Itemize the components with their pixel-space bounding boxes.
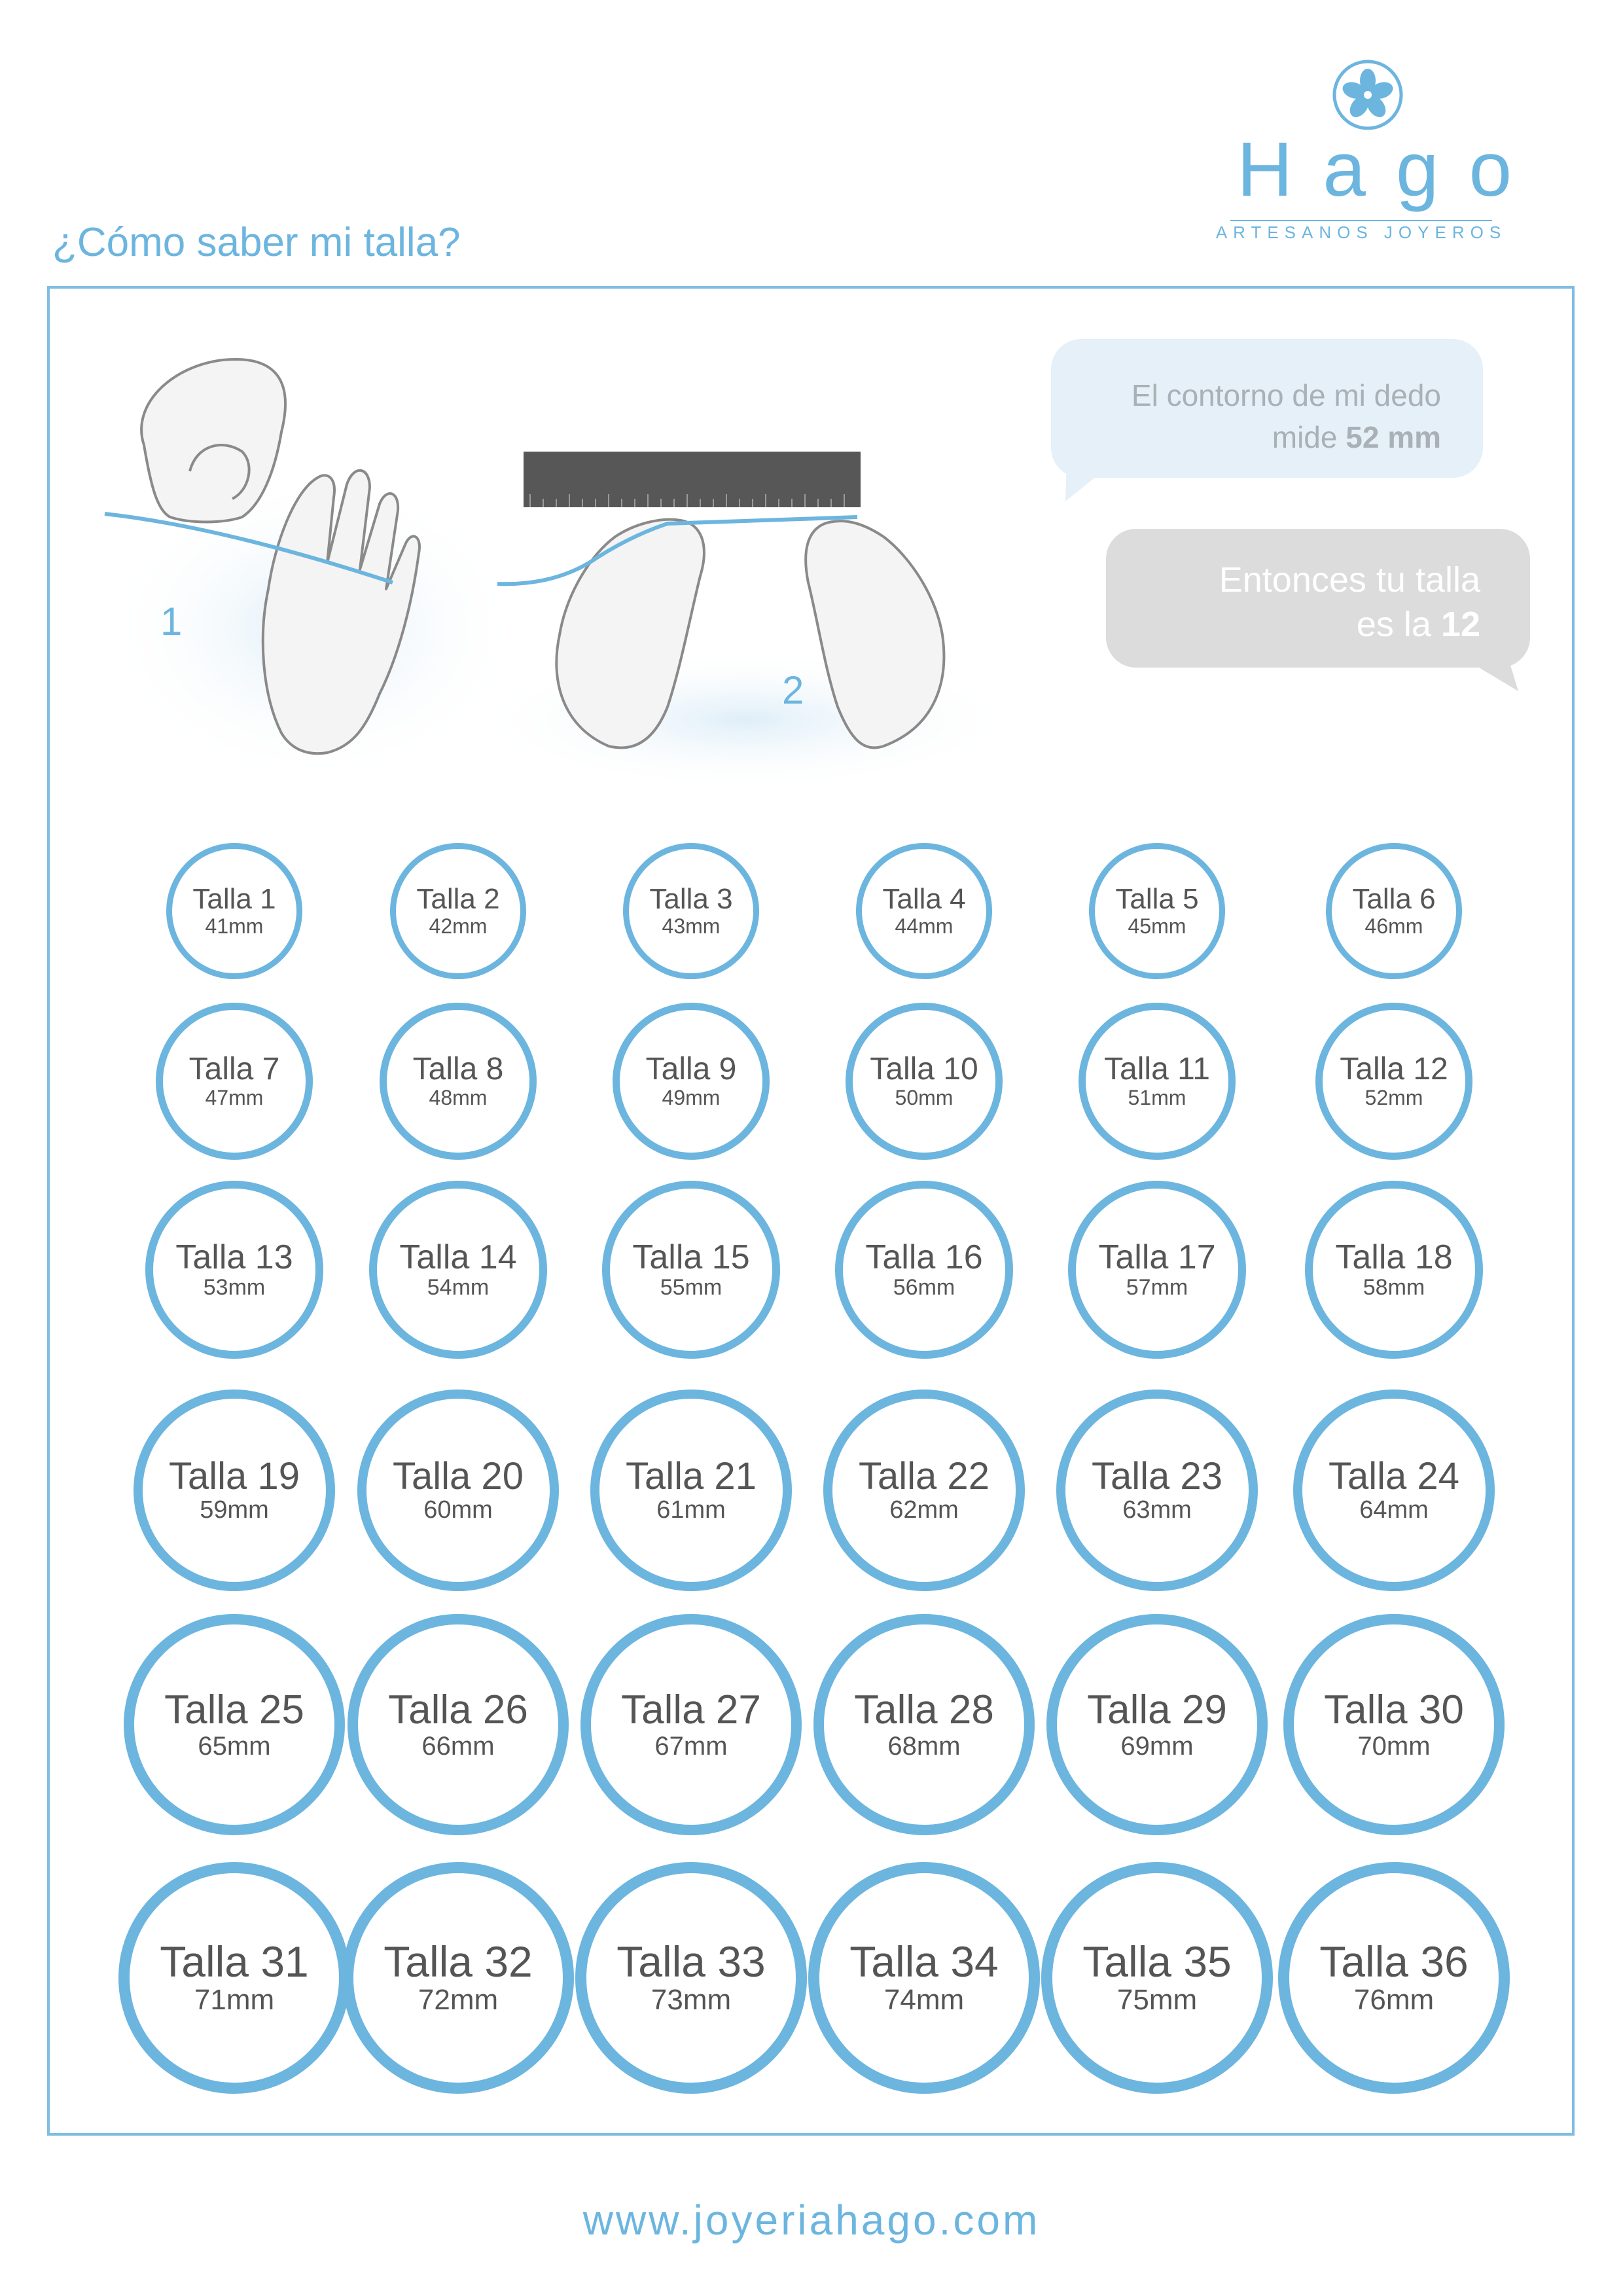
ring-size-mm: 59mm	[200, 1496, 269, 1524]
ring-size-10	[846, 1003, 1003, 1160]
ring-size-mm: 48mm	[429, 1085, 488, 1109]
brand-tagline: ARTESANOS JOYEROS	[1215, 223, 1507, 242]
ring-size-label: Talla 21	[626, 1454, 757, 1498]
ring-size-23	[1056, 1390, 1258, 1591]
ring-size-label: Talla 33	[616, 1937, 766, 1986]
ring-size-mm: 68mm	[887, 1731, 961, 1761]
ring-size-label: Talla 19	[169, 1454, 300, 1498]
ring-size-8	[380, 1003, 537, 1160]
ring-size-mm: 55mm	[660, 1274, 722, 1300]
ring-size-label: Talla 13	[175, 1238, 293, 1276]
ring-size-24	[1293, 1390, 1495, 1591]
speech-bubble-measurement	[1051, 339, 1483, 478]
ring-size-30	[1283, 1614, 1505, 1835]
ring-size-18	[1305, 1181, 1483, 1359]
ring-size-mm: 46mm	[1364, 914, 1423, 938]
ring-size-label: Talla 32	[383, 1937, 533, 1986]
bubble-2-line2	[1106, 602, 1480, 647]
ring-size-label: Talla 20	[393, 1454, 524, 1498]
ring-size-1	[166, 843, 302, 979]
ring-size-label: Talla 31	[160, 1937, 309, 1986]
ring-size-label: Talla 17	[1098, 1238, 1216, 1276]
ring-size-label: Talla 2	[416, 883, 500, 916]
speech-bubble-result	[1106, 529, 1530, 668]
ring-size-mm: 61mm	[656, 1496, 726, 1524]
ring-size-5	[1089, 843, 1225, 979]
ring-size-25	[124, 1614, 345, 1835]
ring-size-mm: 62mm	[889, 1496, 959, 1524]
ring-size-mm: 75mm	[1116, 1984, 1198, 2017]
bubble-1-prefix: mide	[1272, 420, 1346, 454]
ring-size-27	[580, 1614, 802, 1835]
ring-size-mm: 52mm	[1364, 1085, 1423, 1109]
ring-size-label: Talla 7	[188, 1052, 280, 1087]
ring-size-label: Talla 22	[859, 1454, 990, 1498]
ring-size-mm: 49mm	[662, 1085, 721, 1109]
ring-size-28	[813, 1614, 1035, 1835]
flower-icon	[1332, 59, 1404, 131]
ring-size-label: Talla 23	[1092, 1454, 1222, 1498]
ring-size-mm: 50mm	[895, 1085, 954, 1109]
ring-size-label: Talla 34	[849, 1937, 999, 1986]
ring-size-15	[602, 1181, 780, 1359]
ring-size-mm: 70mm	[1357, 1731, 1431, 1761]
ring-size-label: Talla 29	[1087, 1687, 1227, 1733]
ring-size-label: Talla 10	[870, 1052, 978, 1087]
ring-size-2	[390, 843, 526, 979]
ring-size-mm: 76mm	[1353, 1984, 1435, 2017]
bubble-1-line2	[1051, 416, 1441, 458]
ring-size-label: Talla 9	[645, 1052, 737, 1087]
ring-size-label: Talla 4	[882, 883, 966, 916]
website-url: www.joyeriahago.com	[582, 2197, 1041, 2244]
ring-size-label: Talla 8	[412, 1052, 504, 1087]
brand-name: Hago	[1237, 126, 1543, 213]
ring-size-label: Talla 16	[865, 1238, 983, 1276]
ring-size-mm: 64mm	[1359, 1496, 1429, 1524]
ring-size-mm: 72mm	[418, 1984, 499, 2017]
ring-size-label: Talla 35	[1082, 1937, 1232, 1986]
ring-size-label: Talla 36	[1319, 1937, 1469, 1986]
ring-size-mm: 63mm	[1122, 1496, 1192, 1524]
ring-size-19	[134, 1390, 335, 1591]
ring-size-mm: 57mm	[1126, 1274, 1188, 1300]
ring-size-33	[575, 1862, 807, 2094]
ring-size-29	[1046, 1614, 1268, 1835]
ring-size-16	[835, 1181, 1013, 1359]
ring-size-mm: 60mm	[423, 1496, 493, 1524]
ring-size-label: Talla 14	[399, 1238, 517, 1276]
ring-size-36	[1278, 1862, 1510, 2094]
ring-size-label: Talla 5	[1115, 883, 1199, 916]
ring-size-mm: 43mm	[662, 914, 721, 938]
ring-size-label: Talla 25	[164, 1687, 304, 1733]
ring-size-6	[1326, 843, 1462, 979]
ring-size-9	[613, 1003, 770, 1160]
step-2-number: 2	[782, 668, 804, 712]
ring-size-21	[590, 1390, 792, 1591]
ring-size-4	[856, 843, 992, 979]
ring-size-31	[118, 1862, 350, 2094]
ring-size-mm: 69mm	[1120, 1731, 1194, 1761]
ring-size-label: Talla 12	[1340, 1052, 1448, 1087]
ring-size-32	[342, 1862, 574, 2094]
ring-size-22	[823, 1390, 1025, 1591]
ring-size-mm: 66mm	[421, 1731, 495, 1761]
ring-size-mm: 67mm	[654, 1731, 728, 1761]
bubble-2-value: 12	[1440, 605, 1480, 644]
hands-illustration	[92, 327, 1041, 785]
ring-size-34	[808, 1862, 1040, 2094]
bubble-2-prefix: es la	[1356, 605, 1441, 644]
ring-size-label: Talla 24	[1329, 1454, 1459, 1498]
bubble-1-line1: El contorno de mi dedo	[1131, 378, 1441, 412]
ring-size-label: Talla 27	[621, 1687, 761, 1733]
ring-size-label: Talla 30	[1324, 1687, 1464, 1733]
ring-size-mm: 42mm	[429, 914, 488, 938]
ring-size-13	[145, 1181, 323, 1359]
ring-size-mm: 47mm	[205, 1085, 264, 1109]
ring-size-mm: 71mm	[194, 1984, 275, 2017]
ring-size-mm: 44mm	[895, 914, 954, 938]
ring-size-label: Talla 28	[854, 1687, 994, 1733]
ring-size-26	[348, 1614, 569, 1835]
ring-size-3	[623, 843, 759, 979]
brand-logo	[1211, 59, 1543, 249]
ring-size-label: Talla 6	[1352, 883, 1436, 916]
ring-size-mm: 58mm	[1363, 1274, 1425, 1300]
ring-size-mm: 45mm	[1128, 914, 1186, 938]
brand-divider	[1230, 220, 1492, 221]
ring-size-17	[1068, 1181, 1246, 1359]
ring-size-35	[1041, 1862, 1273, 2094]
ring-size-mm: 74mm	[883, 1984, 965, 2017]
ring-size-11	[1079, 1003, 1236, 1160]
bubble-2-line1: Entonces tu talla	[1219, 560, 1480, 600]
ring-size-mm: 51mm	[1128, 1085, 1186, 1109]
page-title: ¿Cómo saber mi talla?	[52, 220, 461, 265]
ring-size-mm: 53mm	[203, 1274, 266, 1300]
ring-size-label: Talla 18	[1335, 1238, 1453, 1276]
ring-size-20	[357, 1390, 559, 1591]
ring-size-label: Talla 11	[1104, 1052, 1210, 1087]
bubble-1-value: 52 mm	[1346, 420, 1441, 454]
ring-size-mm: 54mm	[427, 1274, 490, 1300]
ring-size-7	[156, 1003, 313, 1160]
ring-size-mm: 56mm	[893, 1274, 955, 1300]
ring-size-label: Talla 1	[192, 883, 276, 916]
ring-size-label: Talla 3	[649, 883, 733, 916]
ring-size-label: Talla 15	[632, 1238, 750, 1276]
ring-size-12	[1315, 1003, 1472, 1160]
ring-size-14	[369, 1181, 547, 1359]
ring-size-mm: 41mm	[205, 914, 264, 938]
ring-size-label: Talla 26	[388, 1687, 528, 1733]
ring-size-mm: 65mm	[198, 1731, 271, 1761]
ring-size-mm: 73mm	[651, 1984, 732, 2017]
step-1-number: 1	[160, 600, 183, 643]
